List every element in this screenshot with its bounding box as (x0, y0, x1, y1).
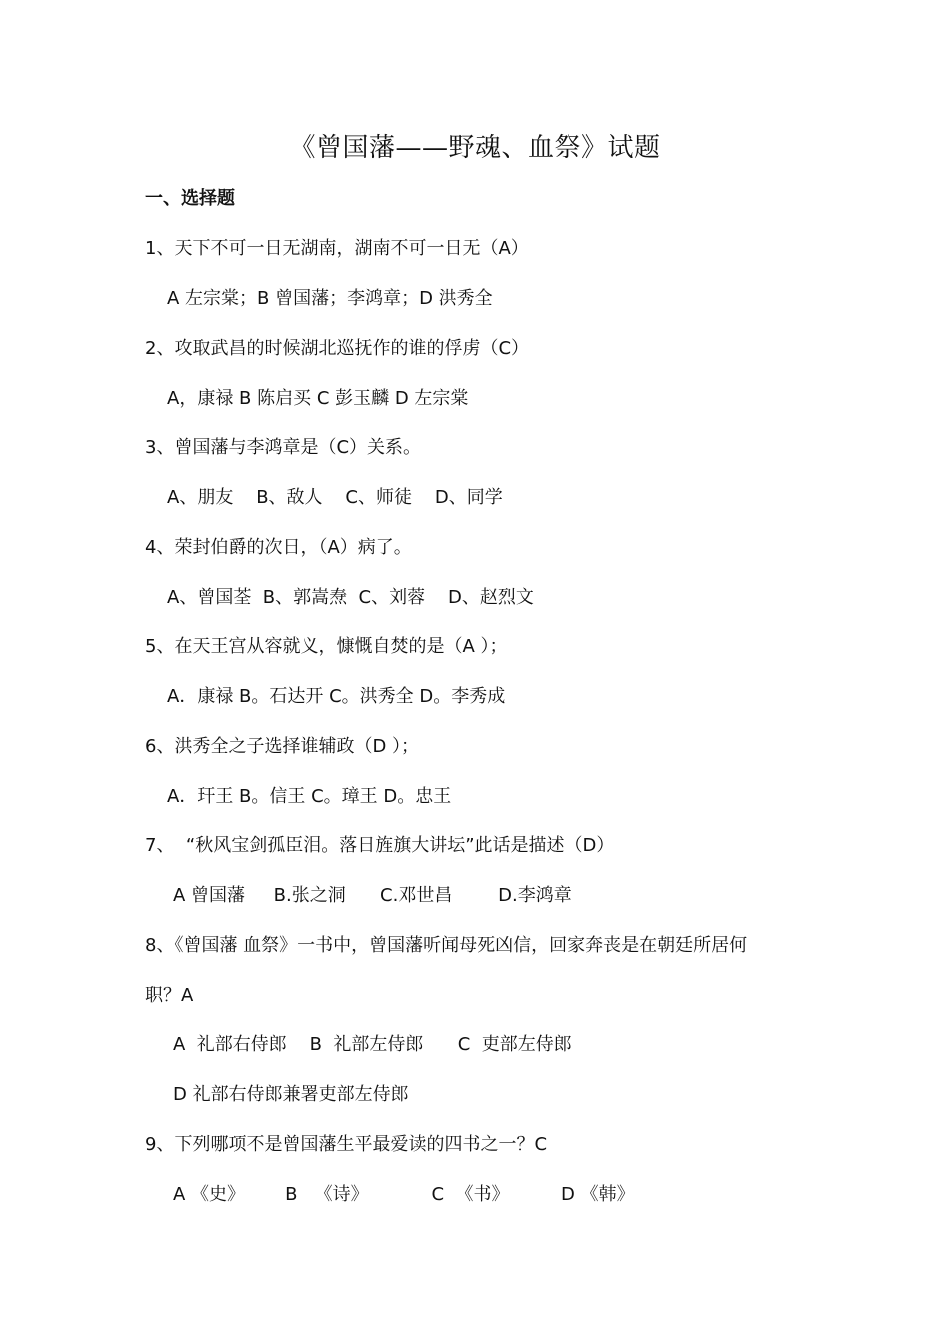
options-8: A 礼部右侍郎 B 礼部左侍郎 C 吏部左侍郎 (173, 1034, 572, 1055)
question-6: 6、洪秀全之子选择谁辅政（D ）； (145, 736, 420, 757)
options-8-cont: D 礼部右侍郎兼署吏部左侍郎 (173, 1084, 409, 1105)
options-3: A、朋友 B、敌人 C、师徒 D、同学 (167, 487, 503, 508)
question-3: 3、曾国藩与李鸿章是（C）关系。 (145, 437, 422, 458)
document-title: 《曾国藩——野魂、血祭》试题 (289, 133, 661, 163)
options-9: A 《史》 B 《诗》 C 《书》 D 《韩》 (173, 1184, 635, 1205)
question-4: 4、荣封伯爵的次日，（A）病了。 (145, 537, 412, 558)
options-7: A 曾国藩 B.张之洞 C.邓世昌 D.李鸿章 (173, 885, 572, 906)
question-8-cont: 职？A (145, 985, 194, 1006)
options-2: A，康禄 B 陈启买 C 彭玉麟 D 左宗棠 (167, 388, 469, 409)
options-5: A．康禄 B。石达开 C。洪秀全 D。李秀成 (167, 686, 506, 707)
options-1: A 左宗棠；B 曾国藩；李鸿章；D 洪秀全 (167, 288, 493, 309)
question-7: 7、 “秋风宝剑孤臣泪。落日旌旗大讲坛”此话是描述（D） (145, 835, 615, 856)
question-5: 5、在天王宫从容就义，慷慨自焚的是（A ）； (145, 636, 508, 657)
question-1: 1、天下不可一日无湖南，湖南不可一日无（A） (145, 238, 529, 259)
question-9: 9、下列哪项不是曾国藩生平最爱读的四书之一？C (145, 1134, 548, 1155)
section-heading: 一、选择题 (145, 188, 235, 209)
question-8: 8、《曾国藩 血祭》一书中，曾国藩听闻母死凶信，回家奔丧是在朝廷所居何 (145, 935, 748, 956)
question-2: 2、攻取武昌的时候湖北巡抚作的谁的俘虏（C） (145, 338, 530, 359)
options-4: A、曾国荃 B、郭嵩焘 C、刘蓉 D、赵烈文 (167, 587, 534, 608)
options-6: A．玕王 B。信王 C。璋王 D。忠王 (167, 786, 452, 807)
